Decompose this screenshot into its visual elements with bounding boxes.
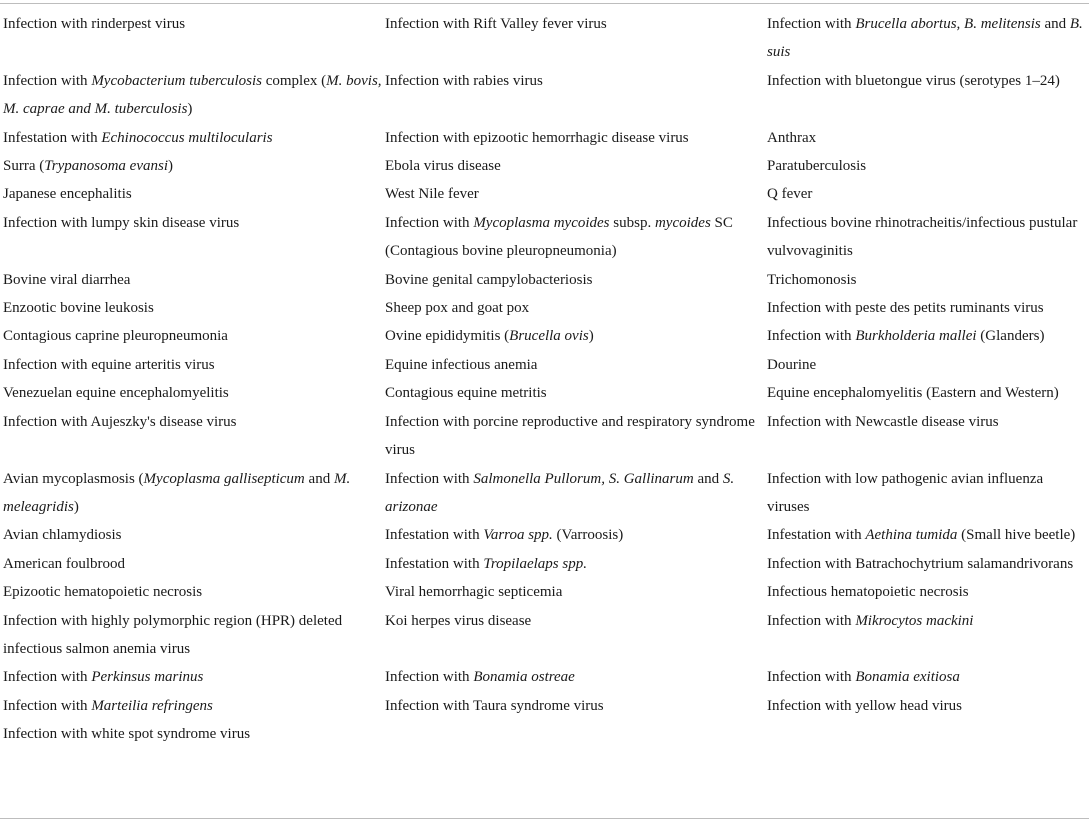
table-cell: [382, 408, 764, 465]
table-cell: [764, 521, 1089, 549]
table-cell: [0, 180, 382, 208]
table-cell: [764, 692, 1089, 720]
cell-text: Infectious hematopoietic necrosis: [767, 584, 969, 601]
table-cell: [0, 351, 382, 379]
table-cell: [0, 521, 382, 549]
cell-text-italic: Bonamia exitiosa: [855, 669, 960, 686]
cell-text-italic: Brucella abortus, B. melitensis: [855, 16, 1041, 32]
cell-text: Sheep pox and goat pox: [385, 300, 530, 317]
cell-text-italic: Mikrocytos mackini: [855, 612, 974, 629]
table-cell: [0, 578, 382, 606]
table-cell: [382, 607, 764, 664]
table-cell: [382, 209, 764, 266]
table-cell: [764, 465, 1089, 522]
cell-text: Koi herpes virus disease: [385, 612, 532, 629]
table-cell: [764, 209, 1089, 266]
table-row: [0, 692, 1089, 720]
cell-text: Infection with highly polymorphic region (HPR) deleted infectious salmon anemia virus: [3, 612, 343, 657]
table-cell: [0, 379, 382, 407]
cell-text: Bovine genital campylobacteriosis: [385, 271, 593, 288]
cell-text: Avian mycoplasmosis (: [3, 470, 144, 487]
cell-text: Infection with: [767, 328, 856, 345]
table-top-rule: [0, 3, 1089, 4]
table-row: [0, 607, 1089, 664]
table-row: [0, 578, 1089, 606]
table-row: [0, 322, 1089, 350]
cell-text: Infection with Newcastle disease virus: [767, 413, 999, 430]
table-cell: [0, 67, 382, 124]
cell-text: Surra (: [3, 158, 45, 175]
cell-text-italic: Bonamia ostreae: [473, 669, 575, 686]
cell-text: Infection with epizootic hemorrhagic disease virus: [385, 129, 689, 146]
table-cell: [0, 294, 382, 322]
cell-text-italic: Aethina tumida: [865, 527, 958, 544]
table-cell: [0, 465, 382, 522]
cell-text-italic: Marteilia refringens: [91, 697, 213, 714]
table-cell: [382, 521, 764, 549]
table-row: [0, 180, 1089, 208]
table-cell: [0, 607, 382, 664]
cell-text: SC (Contagious bovine pleuropneumonia): [385, 214, 733, 260]
cell-text: Japanese encephalitis: [3, 186, 132, 203]
table-cell: [0, 322, 382, 350]
cell-text: Infection with: [385, 214, 474, 231]
cell-text: Contagious equine metritis: [385, 385, 547, 402]
table-cell: [382, 550, 764, 578]
cell-text: Infection with porcine reproductive and respiratory syndrome virus: [385, 413, 755, 459]
cell-text-italic: M. meleagridis: [3, 470, 351, 515]
cell-text: Contagious caprine pleuropneumonia: [3, 328, 228, 345]
cell-text: Infection with low pathogenic avian influenza viruses: [767, 470, 1044, 515]
cell-text: Infection with: [3, 697, 92, 714]
cell-text: complex (: [261, 72, 327, 89]
cell-text: Infection with: [3, 669, 92, 686]
cell-text: Infection with Batrachochytrium salamandrivorans: [767, 555, 1074, 572]
table-cell: [764, 607, 1089, 664]
table-cell: [764, 578, 1089, 606]
table-cell: [382, 124, 764, 152]
cell-text: Enzootic bovine leukosis: [3, 300, 154, 317]
table-cell: [382, 266, 764, 294]
table-row: [0, 209, 1089, 266]
cell-text: Infection with: [385, 470, 474, 487]
cell-text: and: [693, 470, 723, 487]
table-cell: [764, 322, 1089, 350]
table-cell: [0, 720, 382, 748]
table-row: [0, 294, 1089, 322]
table-row: [0, 720, 1089, 748]
cell-text: Infection with: [767, 612, 856, 629]
table-cell: [764, 266, 1089, 294]
cell-text: Infection with Rift Valley fever virus: [385, 16, 607, 32]
cell-text-italic: Burkholderia mallei: [855, 328, 977, 345]
table-cell: [382, 294, 764, 322]
table-row: [0, 408, 1089, 465]
cell-text: Infection with: [767, 669, 856, 686]
cell-text-italic: M. bovis, M. caprae and M. tuberculosis: [3, 72, 382, 118]
cell-text: Infection with: [385, 669, 474, 686]
table-cell: [0, 209, 382, 266]
cell-text: Infestation with: [385, 555, 484, 572]
cell-text: Infection with Aujeszky's disease virus: [3, 413, 237, 430]
cell-text: Infection with lumpy skin disease virus: [3, 214, 240, 231]
cell-text: Infection with rinderpest virus: [3, 16, 186, 32]
table-cell: [764, 351, 1089, 379]
cell-text: Infection with peste des petits ruminants virus: [767, 300, 1044, 317]
cell-text: ): [588, 328, 594, 345]
table-cell: [764, 720, 1089, 748]
table-cell: [0, 266, 382, 294]
cell-text-italic: S. arizonae: [385, 470, 735, 515]
cell-text: ): [73, 498, 79, 515]
cell-text: Q fever: [767, 186, 813, 203]
table-row: [0, 124, 1089, 152]
table-cell: [382, 10, 764, 67]
table-row: [0, 67, 1089, 124]
table-cell: [764, 294, 1089, 322]
cell-text-italic: Tropilaelaps spp.: [483, 555, 587, 572]
cell-text: Infection with bluetongue virus (serotypes 1–24): [767, 72, 1060, 89]
table-cell: [764, 152, 1089, 180]
table-cell: [382, 663, 764, 691]
cell-text: Venezuelan equine encephalomyelitis: [3, 385, 229, 402]
cell-text-italic: Salmonella Pullorum, S. Gallinarum: [473, 470, 694, 487]
table-cell: [382, 351, 764, 379]
cell-text: Infection with equine arteritis virus: [3, 356, 215, 373]
table-cell: [382, 379, 764, 407]
cell-text: Infestation with: [767, 527, 866, 544]
table-cell: [764, 408, 1089, 465]
table-row: [0, 379, 1089, 407]
cell-text: Ebola virus disease: [385, 158, 501, 175]
cell-text-italic: Varroa spp.: [483, 527, 553, 544]
cell-text: American foulbrood: [3, 555, 126, 572]
cell-text: Infection with Taura syndrome virus: [385, 697, 604, 714]
cell-text: ): [168, 158, 173, 175]
cell-text-italic: Brucella ovis: [509, 328, 589, 345]
cell-text: Viral hemorrhagic septicemia: [385, 584, 563, 601]
table-row: [0, 521, 1089, 549]
table-cell: [0, 152, 382, 180]
table-cell: [0, 550, 382, 578]
cell-text: Bovine viral diarrhea: [3, 271, 131, 288]
cell-text: Paratuberculosis: [767, 158, 867, 175]
table-cell: [382, 322, 764, 350]
cell-text-italic: Trypanosoma evansi: [44, 158, 168, 175]
table-row: [0, 10, 1089, 67]
table-bottom-rule: [0, 818, 1089, 819]
table-cell: [0, 124, 382, 152]
cell-text-italic: Perkinsus marinus: [91, 669, 204, 686]
table-cell: [0, 10, 382, 67]
table-cell: [382, 67, 764, 124]
table-cell: [764, 67, 1089, 124]
table-cell: [0, 692, 382, 720]
cell-text: ): [187, 101, 193, 118]
cell-text-italic: Echinococcus multilocularis: [101, 129, 273, 146]
table-cell: [382, 692, 764, 720]
table-cell: [764, 663, 1089, 691]
table-cell: [764, 10, 1089, 67]
table-row: [0, 351, 1089, 379]
cell-text: Infectious bovine rhinotracheitis/infectious pustular vulvovaginitis: [767, 214, 1078, 260]
table-cell: [764, 124, 1089, 152]
cell-text: Anthrax: [767, 129, 817, 146]
cell-text-italic: mycoides: [654, 214, 711, 231]
table-cell: [0, 663, 382, 691]
cell-text-italic: Mycoplasma gallisepticum: [143, 470, 305, 487]
table-cell: [382, 465, 764, 522]
cell-text: Ovine epididymitis (: [385, 328, 510, 345]
cell-text: Infestation with: [3, 129, 102, 146]
table-cell: [382, 180, 764, 208]
cell-text: Infestation with: [385, 527, 484, 544]
table-row: [0, 465, 1089, 522]
cell-text: and: [304, 470, 334, 487]
table-row: [0, 152, 1089, 180]
table-cell: [764, 379, 1089, 407]
cell-text: Equine infectious anemia: [385, 356, 538, 373]
cell-text: Epizootic hematopoietic necrosis: [3, 584, 203, 601]
table-row: [0, 266, 1089, 294]
cell-text: West Nile fever: [385, 186, 479, 203]
cell-text: Dourine: [767, 356, 817, 373]
cell-text: (Varroosis): [552, 527, 624, 544]
cell-text: Infection with rabies virus: [385, 72, 543, 89]
cell-text: Equine encephalomyelitis (Eastern and Western): [767, 385, 1059, 402]
cell-text: Avian chlamydiosis: [3, 527, 122, 544]
table-cell: [764, 550, 1089, 578]
cell-text: Infection with: [767, 16, 856, 32]
cell-text: subsp.: [609, 214, 655, 231]
cell-text: Trichomonosis: [767, 271, 857, 288]
cell-text: Infection with: [3, 72, 92, 89]
table-row: [0, 663, 1089, 691]
table-row: [0, 550, 1089, 578]
table-body: [0, 10, 1089, 749]
cell-text-italic: Mycobacterium tuberculosis: [91, 72, 262, 89]
table-cell: [764, 180, 1089, 208]
cell-text: Infection with white spot syndrome virus: [3, 726, 251, 743]
cell-text: (Small hive beetle): [957, 527, 1076, 544]
table-cell: [382, 578, 764, 606]
cell-text-italic: Mycoplasma mycoides: [473, 214, 610, 231]
table-cell: [382, 152, 764, 180]
cell-text: (Glanders): [976, 328, 1045, 345]
cell-text-italic: B. suis: [767, 16, 1083, 61]
cell-text: Infection with yellow head virus: [767, 697, 962, 714]
table-cell: [0, 408, 382, 465]
table-cell: [382, 720, 764, 748]
cell-text: and: [1040, 16, 1070, 32]
